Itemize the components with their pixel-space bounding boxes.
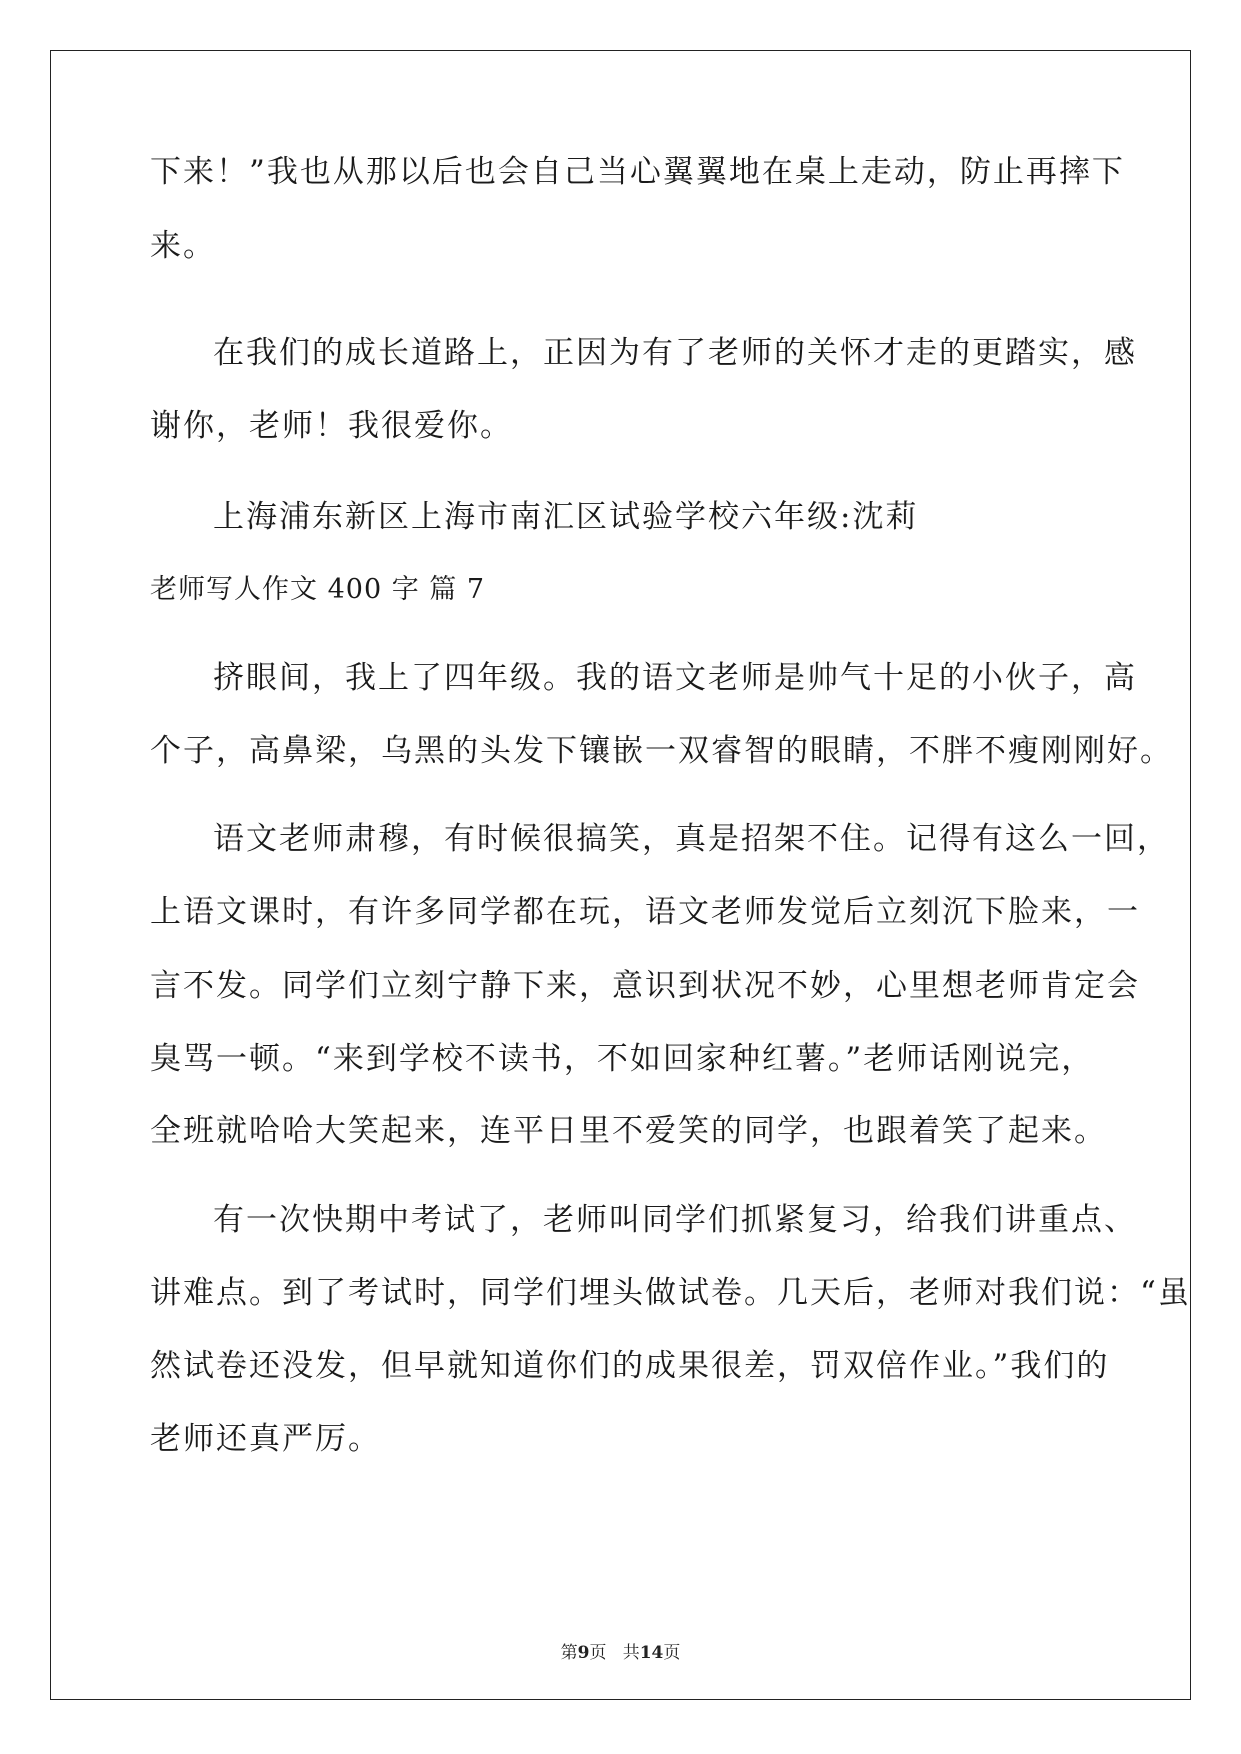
text-line: 在我们的成长道路上，正因为有了老师的关怀才走的更踏实，感 — [213, 335, 1137, 371]
text-line: 语文老师肃穆，有时候很搞笑，真是招架不住。记得有这么一回， — [213, 821, 1170, 857]
section-heading: 老师写人作文 400 字 篇 7 — [150, 574, 486, 605]
text-line: 挤眼间，我上了四年级。我的语文老师是帅气十足的小伙子，高 — [213, 660, 1137, 696]
page-prefix: 第 — [560, 1643, 578, 1663]
total-prefix: 共 — [622, 1643, 640, 1663]
text-line: 来。 — [150, 228, 216, 264]
author-line: 上海浦东新区上海市南汇区试验学校六年级:沈莉 — [213, 499, 919, 535]
text-line: 然试卷还没发，但早就知道你们的成果很差，罚双倍作业。”我们的 — [150, 1348, 1110, 1384]
total-pages: 14 — [639, 1643, 664, 1663]
page-number: 9 — [577, 1643, 590, 1663]
text-line: 臭骂一顿。“来到学校不读书，不如回家种红薯。”老师话刚说完， — [150, 1041, 1095, 1077]
total-suffix: 页 — [663, 1643, 681, 1663]
text-line: 全班就哈哈大笑起来，连平日里不爱笑的同学，也跟着笑了起来。 — [150, 1113, 1107, 1149]
text-line: 下来！”我也从那以后也会自己当心翼翼地在桌上走动，防止再摔下 — [150, 154, 1125, 190]
text-line: 老师还真严厉。 — [150, 1421, 381, 1457]
text-line: 上语文课时，有许多同学都在玩，语文老师发觉后立刻沉下脸来，一 — [150, 894, 1140, 930]
text-line: 个子，高鼻梁，乌黑的头发下镶嵌一双睿智的眼睛，不胖不瘦刚刚好。 — [150, 733, 1173, 769]
page-footer — [0, 1642, 1241, 1664]
text-line: 有一次快期中考试了，老师叫同学们抓紧复习，给我们讲重点、 — [213, 1202, 1137, 1238]
text-line: 谢你，老师！我很爱你。 — [150, 408, 513, 444]
text-line: 讲难点。到了考试时，同学们埋头做试卷。几天后，老师对我们说：“虽 — [150, 1275, 1191, 1311]
text-line: 言不发。同学们立刻宁静下来，意识到状况不妙，心里想老师肯定会 — [150, 968, 1140, 1004]
page-suffix: 页 — [589, 1643, 607, 1663]
